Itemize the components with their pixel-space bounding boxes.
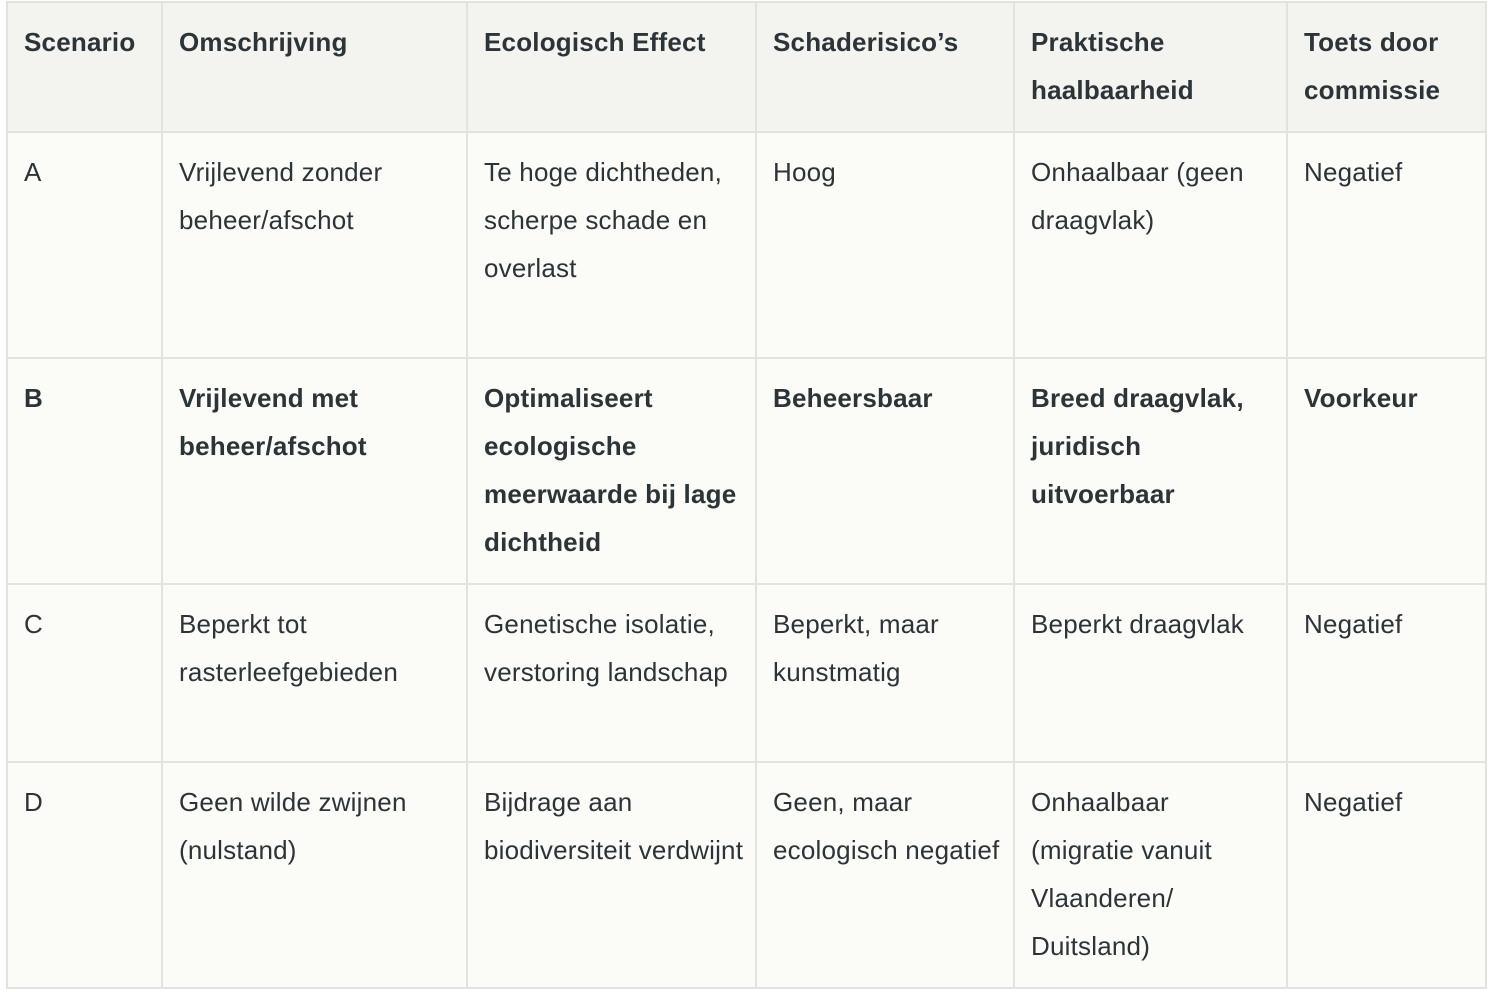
header-scenario: Scenario bbox=[7, 2, 162, 132]
cell-ecologisch-effect: Te hoge dichtheden, scherpe schade en overlast bbox=[467, 132, 756, 358]
cell-schaderisicos: Hoog bbox=[756, 132, 1014, 358]
cell-schaderisicos: Geen, maar ecologisch negatief bbox=[756, 762, 1014, 988]
cell-omschrijving: Beperkt tot rasterleefgebieden bbox=[162, 584, 467, 762]
table-row bbox=[7, 358, 1486, 584]
cell-scenario: C bbox=[7, 584, 162, 762]
cell-praktische-haalbaarheid: Onhaalbaar (geen draagvlak) bbox=[1014, 132, 1287, 358]
header-schaderisicos: Schaderisico’s bbox=[756, 2, 1014, 132]
cell-scenario: B bbox=[7, 358, 162, 584]
table-row bbox=[7, 132, 1486, 358]
cell-praktische-haalbaarheid: Beperkt draagvlak bbox=[1014, 584, 1287, 762]
cell-toets-door-commissie: Negatief bbox=[1287, 132, 1486, 358]
cell-schaderisicos: Beperkt, maar kunstmatig bbox=[756, 584, 1014, 762]
cell-toets-door-commissie: Voorkeur bbox=[1287, 358, 1486, 584]
header-ecologisch-effect: Ecologisch Effect bbox=[467, 2, 756, 132]
cell-ecologisch-effect: Optimaliseert ecologische meerwaarde bij lage dichtheid bbox=[467, 358, 756, 584]
header-toets-door-commissie: Toets door commissie bbox=[1287, 2, 1486, 132]
cell-praktische-haalbaarheid: Onhaalbaar (migratie vanuit Vlaanderen/ Duitsland) bbox=[1014, 762, 1287, 988]
cell-toets-door-commissie: Negatief bbox=[1287, 762, 1486, 988]
table-header-row bbox=[7, 2, 1486, 132]
cell-ecologisch-effect: Bijdrage aan biodiversiteit verdwijnt bbox=[467, 762, 756, 988]
cell-omschrijving: Vrijlevend zonder beheer/afschot bbox=[162, 132, 467, 358]
table-row bbox=[7, 584, 1486, 762]
cell-scenario: D bbox=[7, 762, 162, 988]
cell-omschrijving: Geen wilde zwijnen (nulstand) bbox=[162, 762, 467, 988]
header-praktische-haalbaarheid: Praktische haalbaarheid bbox=[1014, 2, 1287, 132]
cell-toets-door-commissie: Negatief bbox=[1287, 584, 1486, 762]
cell-praktische-haalbaarheid: Breed draagvlak, juridisch uitvoerbaar bbox=[1014, 358, 1287, 584]
table-row bbox=[7, 762, 1486, 988]
scenario-table bbox=[6, 1, 1487, 989]
cell-ecologisch-effect: Genetische isolatie, verstoring landschap bbox=[467, 584, 756, 762]
header-omschrijving: Omschrijving bbox=[162, 2, 467, 132]
cell-omschrijving: Vrijlevend met beheer/afschot bbox=[162, 358, 467, 584]
cell-scenario: A bbox=[7, 132, 162, 358]
cell-schaderisicos: Beheersbaar bbox=[756, 358, 1014, 584]
